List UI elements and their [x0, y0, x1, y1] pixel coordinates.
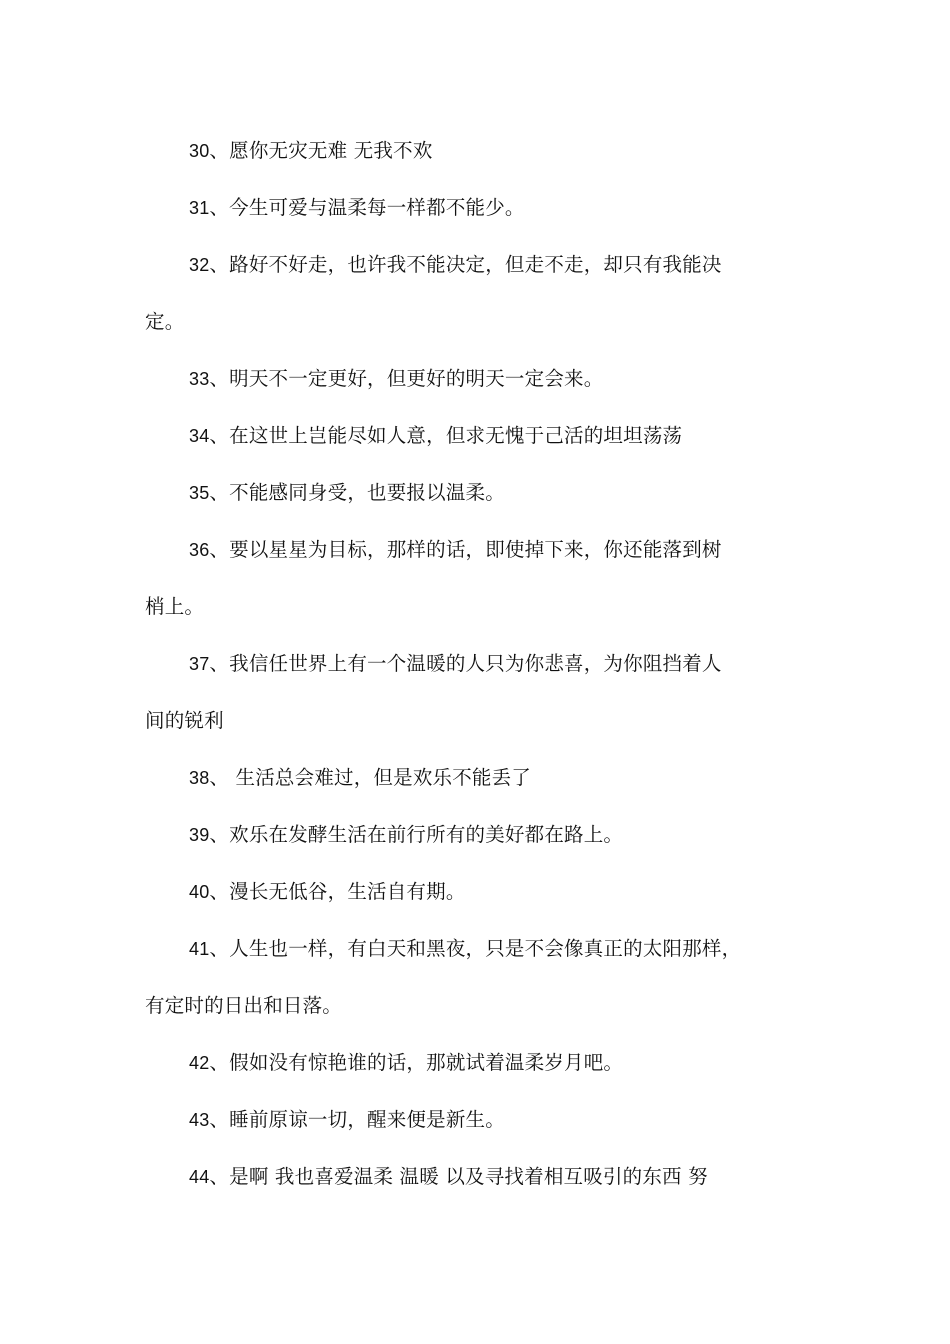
quote-line-32: [145, 236, 825, 293]
quote-text: 、是啊 我也喜爱温柔 温暖 以及寻找着相互吸引的东西 努: [209, 1165, 708, 1188]
quote-line-38: [145, 749, 825, 806]
quote-text: 、明天不一定更好，但更好的明天一定会来。: [209, 367, 604, 390]
quote-line-34: [145, 407, 825, 464]
quote-text: 、 生活总会难过，但是欢乐不能丢了: [209, 766, 532, 789]
quote-line-30: [145, 122, 825, 179]
quote-line-39: [145, 806, 825, 863]
quote-text: 、假如没有惊艳谁的话，那就试着温柔岁月吧。: [209, 1051, 624, 1074]
quote-line-32-cont: [145, 293, 825, 350]
quote-text: 、要以星星为目标，那样的话，即使掉下来，你还能落到树: [209, 538, 722, 561]
quote-text: 、路好不好走，也许我不能决定，但走不走，却只有我能决: [209, 253, 722, 276]
quote-line-33: [145, 350, 825, 407]
quote-line-42: [145, 1034, 825, 1091]
quote-number: 34: [189, 426, 210, 446]
quote-line-44: [145, 1148, 825, 1205]
quote-line-40: [145, 863, 825, 920]
quote-line-36: [145, 521, 825, 578]
quote-number: 41: [189, 939, 210, 959]
quote-text: 、我信任世界上有一个温暖的人只为你悲喜，为你阻挡着人: [209, 652, 722, 675]
quote-text: 梢上。: [145, 595, 205, 618]
quote-line-35: [145, 464, 825, 521]
quote-number: 36: [189, 540, 210, 560]
quote-number: 43: [189, 1110, 210, 1130]
quote-line-43: [145, 1091, 825, 1148]
quote-number: 44: [189, 1167, 210, 1187]
quote-text: 、睡前原谅一切，醒来便是新生。: [209, 1108, 505, 1131]
quote-number: 30: [189, 141, 210, 161]
quote-line-41: [145, 920, 825, 977]
quote-line-37: [145, 635, 825, 692]
quote-text: 、今生可爱与温柔每一样都不能少。: [209, 196, 525, 219]
document-body: [145, 122, 825, 1205]
quote-number: 37: [189, 654, 210, 674]
quote-text: 间的锐利: [145, 709, 224, 732]
quote-text: 、人生也一样，有白天和黑夜，只是不会像真正的太阳那样，: [209, 937, 742, 960]
quote-text: 、欢乐在发酵生活在前行所有的美好都在路上。: [209, 823, 624, 846]
quote-text: 、漫长无低谷，生活自有期。: [209, 880, 466, 903]
quote-number: 31: [189, 198, 210, 218]
quote-number: 40: [189, 882, 210, 902]
quote-number: 39: [189, 825, 210, 845]
quote-line-31: [145, 179, 825, 236]
quote-number: 42: [189, 1053, 210, 1073]
quote-text: 、在这世上岂能尽如人意，但求无愧于己活的坦坦荡荡: [209, 424, 683, 447]
quote-line-36-cont: [145, 578, 825, 635]
quote-line-41-cont: [145, 977, 825, 1034]
quote-text: 、不能感同身受，也要报以温柔。: [209, 481, 505, 504]
quote-number: 33: [189, 369, 210, 389]
quote-number: 32: [189, 255, 210, 275]
quote-text: 、愿你无灾无难 无我不欢: [209, 139, 433, 162]
quote-number: 38: [189, 768, 210, 788]
quote-line-37-cont: [145, 692, 825, 749]
quote-text: 定。: [145, 310, 185, 333]
quote-text: 有定时的日出和日落。: [145, 994, 343, 1017]
quote-number: 35: [189, 483, 210, 503]
